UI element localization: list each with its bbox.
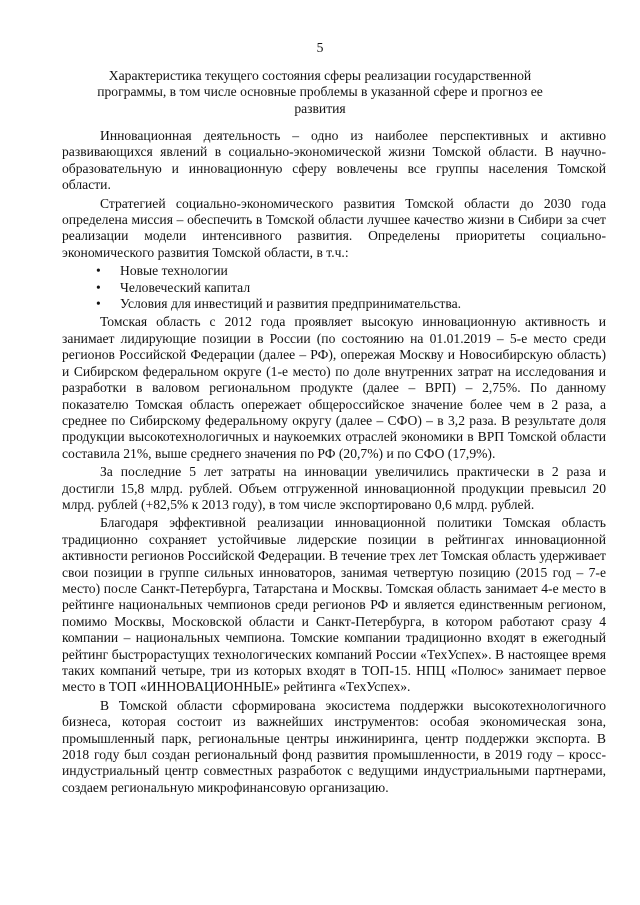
paragraph-ecosystem: В Томской области сформирована экосистема поддержки высокотехнологичного бизнеса, которая состоит из важнейших инструментов: особая экономическая зона, промышленный парк, региональные центры инжиниринга, центр поддержки экспорта. В 2018 году был создан региональный фонд развития промышленности, в 2019 году – кросс-индустриальный центр совместных разработок с ведущими индустриальными партнерами, создаем региональную микрофинансовую организацию. [62, 697, 606, 795]
priorities-list [62, 263, 606, 312]
page-number: 5 [316, 40, 324, 55]
paragraph-innovation-costs: За последние 5 лет затраты на инновации увеличились практически в 2 раза и достигли 15,8 млрд. рублей. Объем отгруженной инновационной продукции превысил 20 млрд. рублей (+82,5% к 2013 году), в том числе экспортировано 0,6 млрд. рублей. [62, 464, 606, 512]
section-heading: Характеристика текущего состояния сферы реализации государственной программы, в том числе основные проблемы в указанной сфере и прогноз ее развития [97, 68, 543, 116]
priority-item: • Условия для инвестиций и развития предпринимательства. [62, 296, 606, 312]
priority-item: • Новые технологии [62, 263, 606, 279]
priority-item: • Человеческий капитал [62, 280, 606, 296]
document-body [62, 128, 606, 798]
paragraph-innovation-activity: Томская область с 2012 года проявляет высокую инновационную активность и занимает лидирующие позиции в России (по состоянию на 01.01.2019 – 5-е место среди регионов Российской Федерации (далее – РФ), опережая Москву и Новосибирскую область) и Сибирском федеральном округе (1-е место) по доле внутренних затрат на исследования и разработки в валовом региональном продукте (далее – ВРП) – 2,75%. По данному показателю Томская область опережает общероссийское значение более чем в 2 раза, а среднее по Сибирскому федеральному округу (далее – СФО) – в 3,2 раза. В результате доля продукции высокотехнологичных и наукоемких отраслей экономики в ВРП Томской области составила 21%, выше среднего значения по РФ (20,7%) и по СФО (17,9%). [62, 314, 606, 461]
paragraph-innovation-intro: Инновационная деятельность – одно из наиболее перспективных и активно развивающихся явлений в социально-экономической жизни Томской области. В научно-образовательную и инновационную сферу вовлечены все группы населения Томской области. [62, 128, 606, 193]
paragraph-ratings: Благодаря эффективной реализации инновационной политики Томская область традиционно сохраняет устойчивые лидерские позиции в рейтингах инновационной активности регионов Российской Федерации. В течение трех лет Томская область удерживает свои позиции в группе сильных инноваторов, занимая четвертую позицию (2015 год – 7-е место) после Санкт-Петербурга, Татарстана и Москвы. Томская область занимает 4-е место в рейтинге национальных чемпионов среди регионов РФ и является единственным регионом, помимо Москвы, Московской области и Санкт-Петербурга, в котором работают сразу 4 компании – национальных чемпиона. Томские компании традиционно входят в ежегодный рейтинг быстрорастущих технологических компаний России «ТехУспех». В настоящее время таких компаний четыре, три из которых входят в ТОП-15. НПЦ «Полюс» занимает первое место в ТОП «ИННОВАЦИОННЫЕ» рейтинга «ТехУспех». [62, 515, 606, 695]
paragraph-strategy: Стратегией социально-экономического развития Томской области до 2030 года определена миссия – обеспечить в Томской области лучшее качество жизни в Сибири за счет реализации модели интенсивного развития. Определены приоритеты социально-экономического развития Томской области, в т.ч.: [62, 195, 606, 260]
